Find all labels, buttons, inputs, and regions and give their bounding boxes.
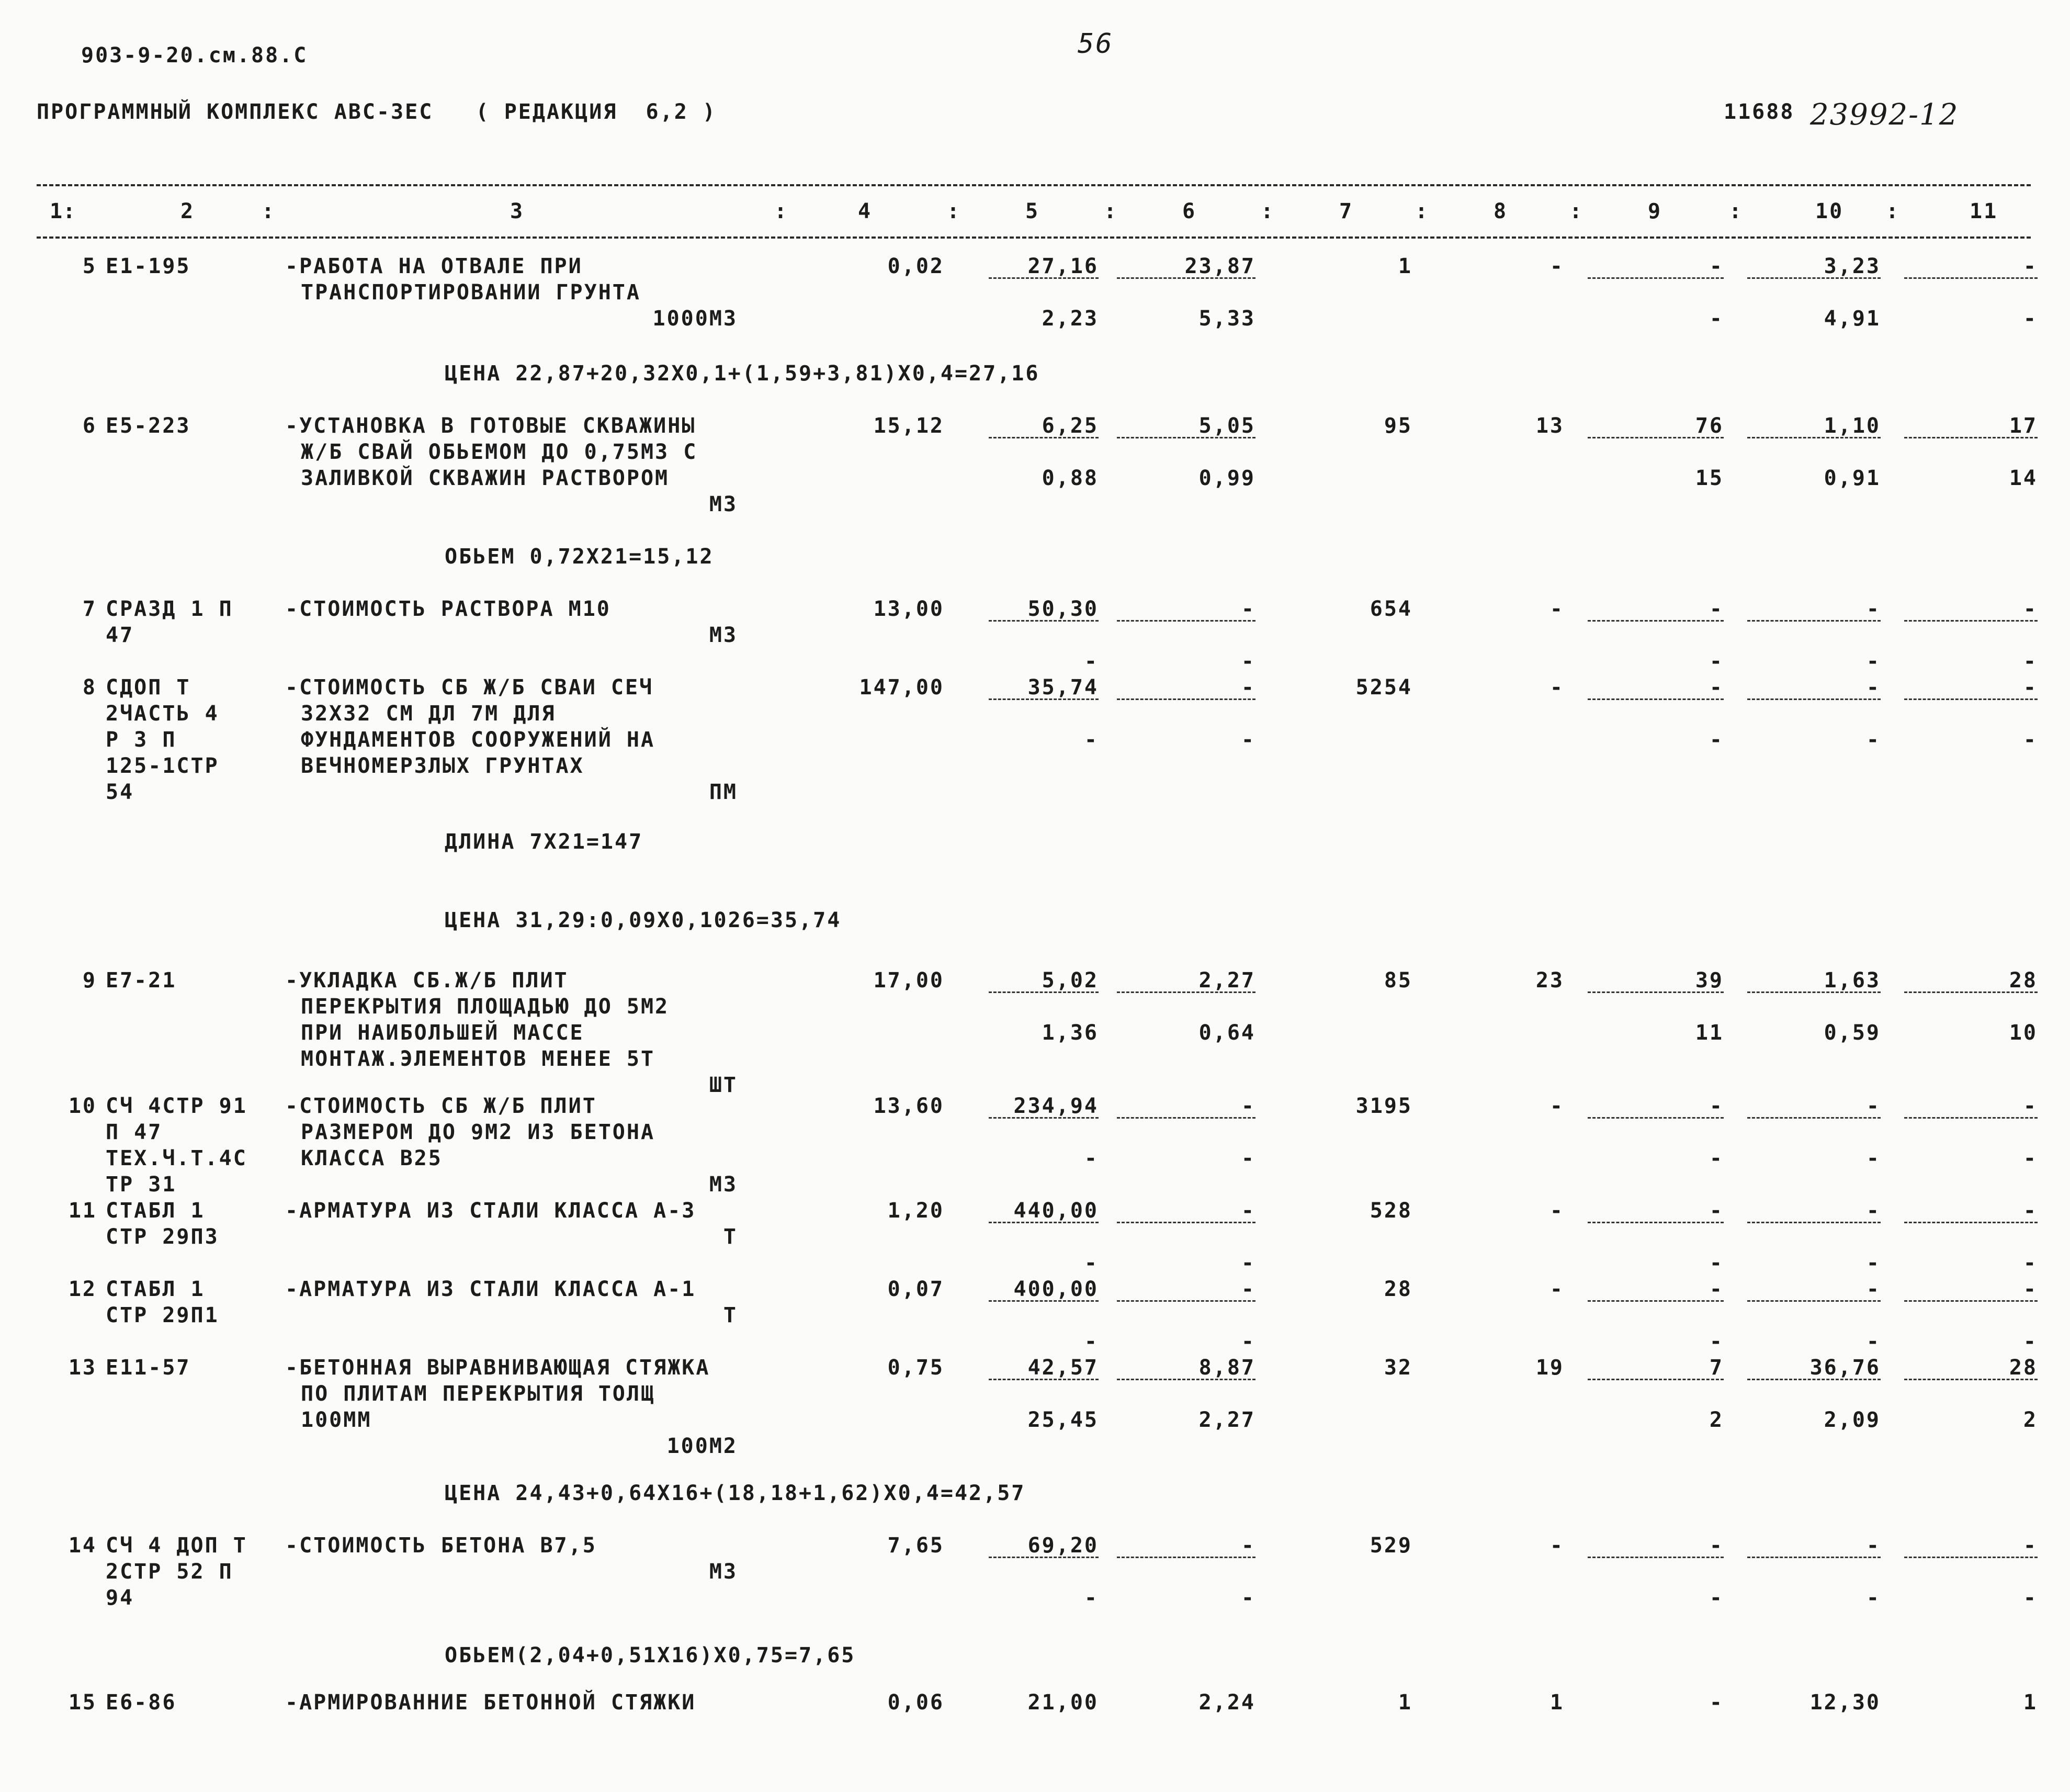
quantity: 15,12: [873, 414, 944, 438]
subtotal-rule: [1588, 1379, 1724, 1380]
subtotal-rule: [989, 437, 1099, 438]
unit-machine-wage: 2,27: [1198, 1408, 1255, 1432]
labor-unit: 12,30: [1809, 1690, 1881, 1715]
labor-machine-unit: -: [1866, 1329, 1881, 1354]
machine-cost: -: [1709, 1277, 1724, 1301]
row-number: 8: [82, 675, 97, 700]
column-number: 5: [1025, 199, 1040, 223]
subtotal-rule: [989, 1379, 1099, 1380]
subtotal-rule: [1747, 277, 1881, 279]
rate-code: Е5-223: [106, 414, 191, 438]
unit-wage: -: [1084, 1329, 1099, 1354]
machine-cost: -: [1709, 1690, 1724, 1715]
calculation-note: ОБЬЕМ 0,72Х21=15,12: [445, 545, 714, 569]
labor-machine-total: -: [2023, 307, 2038, 331]
unit-cost-total: 400,00: [1013, 1277, 1099, 1301]
column-separator: :: [1729, 199, 1744, 223]
unit: М3: [709, 492, 738, 516]
rate-code: 54: [106, 780, 134, 804]
column-number: 2: [180, 199, 195, 223]
wage-cost: 13: [1535, 414, 1564, 438]
unit-cost-total: 69,20: [1027, 1534, 1099, 1558]
work-description: 32Х32 СМ ДЛ 7М ДЛЯ: [301, 702, 556, 726]
work-description: -СТОИМОСТЬ СБ Ж/Б ПЛИТ: [285, 1094, 597, 1118]
unit-machine-wage: -: [1241, 1329, 1255, 1354]
labor-machine-unit: -: [1866, 728, 1881, 752]
quantity: 7,65: [887, 1534, 944, 1558]
wage-cost: -: [1549, 1199, 1564, 1223]
unit: М3: [709, 1173, 738, 1197]
work-description: -УКЛАДКА СБ.Ж/Б ПЛИТ: [285, 968, 569, 993]
labor-machine-unit: -: [1866, 1586, 1881, 1610]
labor-machine-unit: 4,91: [1824, 307, 1881, 331]
column-separator: :: [1261, 199, 1275, 223]
column-number: 3: [510, 199, 525, 223]
row-number: 6: [82, 414, 97, 438]
unit-cost-total: 21,00: [1027, 1690, 1099, 1715]
subtotal-rule: [1904, 277, 2038, 279]
wage-cost: -: [1549, 597, 1564, 621]
column-separator: :: [1104, 199, 1118, 223]
column-separator: :: [1569, 199, 1584, 223]
subtotal-rule: [989, 277, 1099, 279]
labor-unit: 1,63: [1824, 968, 1881, 993]
subtotal-rule: [989, 698, 1099, 700]
column-number: 8: [1494, 199, 1508, 223]
unit: 100М2: [666, 1434, 738, 1458]
unit-wage: 25,45: [1027, 1408, 1099, 1432]
calculation-note: ОБЬЕМ(2,04+0,51Х16)Х0,75=7,65: [445, 1643, 856, 1667]
quantity: 13,00: [873, 597, 944, 621]
row-number: 10: [68, 1094, 97, 1118]
unit-cost-total: 50,30: [1027, 597, 1099, 621]
labor-total: -: [2023, 675, 2038, 700]
unit-cost-total: 234,94: [1013, 1094, 1099, 1118]
machine-cost: 39: [1695, 968, 1724, 993]
rate-code: Е6-86: [106, 1690, 177, 1715]
rate-code: СТР 29П3: [106, 1225, 219, 1249]
rate-code: 94: [106, 1586, 134, 1610]
labor-machine-total: -: [2023, 728, 2038, 752]
wage-cost: -: [1549, 1534, 1564, 1558]
work-description: -СТОИМОСТЬ РАСТВОРА М10: [285, 597, 611, 621]
unit-cost-machine: 8,87: [1198, 1356, 1255, 1380]
subtotal-rule: [1117, 1557, 1255, 1558]
labor-machine-unit: 0,91: [1824, 466, 1881, 490]
unit-wage: -: [1084, 1586, 1099, 1610]
unit-machine-wage: 0,64: [1198, 1021, 1255, 1045]
unit-machine-wage: -: [1241, 728, 1255, 752]
column-number: 4: [858, 199, 873, 223]
subtotal-rule: [1747, 1379, 1881, 1380]
unit-cost-total: 6,25: [1042, 414, 1099, 438]
subtotal-rule: [1904, 991, 2038, 993]
total-cost: 85: [1384, 968, 1412, 993]
subtotal-rule: [1904, 1300, 2038, 1302]
unit-cost-machine: -: [1241, 1094, 1255, 1118]
labor-machine-total: -: [2023, 1586, 2038, 1610]
labor-unit: -: [1866, 675, 1881, 700]
labor-machine-unit: -: [1866, 1146, 1881, 1170]
wage-cost: -: [1549, 1277, 1564, 1301]
work-description: -АРМАТУРА ИЗ СТАЛИ КЛАССА А-1: [285, 1277, 696, 1301]
column-separator: :: [262, 199, 276, 223]
labor-machine-unit: 2,09: [1824, 1408, 1881, 1432]
total-cost: 5254: [1355, 675, 1412, 700]
unit-cost-machine: 2,27: [1198, 968, 1255, 993]
work-description: ФУНДАМЕНТОВ СООРУЖЕНИЙ НА: [301, 728, 655, 752]
total-cost: 28: [1384, 1277, 1412, 1301]
unit-wage: 0,88: [1042, 466, 1099, 490]
subtotal-rule: [989, 1557, 1099, 1558]
subtotal-rule: [1904, 1557, 2038, 1558]
machine-cost: -: [1709, 1199, 1724, 1223]
unit-cost-total: 27,16: [1027, 254, 1099, 278]
work-description: МОНТАЖ.ЭЛЕМЕНТОВ МЕНЕЕ 5Т: [301, 1047, 655, 1071]
row-number: 15: [68, 1690, 97, 1715]
calculation-note: ЦЕНА 24,43+0,64Х16+(18,18+1,62)Х0,4=42,57: [445, 1481, 1026, 1505]
unit-machine-wage: 0,99: [1198, 466, 1255, 490]
subtotal-rule: [1588, 1117, 1724, 1119]
quantity: 0,07: [887, 1277, 944, 1301]
subtotal-rule: [1117, 1379, 1255, 1380]
machine-cost: -: [1709, 1094, 1724, 1118]
total-cost: 32: [1384, 1356, 1412, 1380]
machine-wage: 15: [1695, 466, 1724, 490]
wage-cost: -: [1549, 675, 1564, 700]
unit-cost-machine: 2,24: [1198, 1690, 1255, 1715]
labor-unit: 3,23: [1824, 254, 1881, 278]
rate-code: СЧ 4СТР 91: [106, 1094, 247, 1118]
calculation-note: ЦЕНА 31,29:0,09Х0,1026=35,74: [445, 908, 842, 932]
rate-code: Е1-195: [106, 254, 191, 278]
row-number: 11: [68, 1199, 97, 1223]
unit-wage: 2,23: [1042, 307, 1099, 331]
labor-machine-unit: 0,59: [1824, 1021, 1881, 1045]
work-description: -АРМАТУРА ИЗ СТАЛИ КЛАССА А-3: [285, 1199, 696, 1223]
machine-cost: 76: [1695, 414, 1724, 438]
subtotal-rule: [1588, 620, 1724, 622]
unit-cost-total: 42,57: [1027, 1356, 1099, 1380]
work-description: ПЕРЕКРЫТИЯ ПЛОЩАДЬЮ ДО 5М2: [301, 995, 670, 1019]
subtotal-rule: [989, 1300, 1099, 1302]
total-cost: 529: [1370, 1534, 1412, 1558]
work-description: -СТОИМОСТЬ СБ Ж/Б СВАИ СЕЧ: [285, 675, 654, 700]
labor-total: -: [2023, 1094, 2038, 1118]
subtotal-rule: [1904, 1379, 2038, 1380]
work-description: ТРАНСПОРТИРОВАНИИ ГРУНТА: [301, 280, 641, 305]
labor-total: -: [2023, 1277, 2038, 1301]
machine-wage: -: [1709, 1146, 1724, 1170]
subtotal-rule: [1117, 437, 1255, 438]
work-description: -УСТАНОВКА В ГОТОВЫЕ СКВАЖИНЫ: [285, 414, 696, 438]
column-separator: :: [774, 199, 789, 223]
total-cost: 3195: [1355, 1094, 1412, 1118]
unit-machine-wage: -: [1241, 1586, 1255, 1610]
row-number: 13: [68, 1356, 97, 1380]
labor-unit: -: [1866, 597, 1881, 621]
subtotal-rule: [1588, 698, 1724, 700]
quantity: 0,75: [887, 1356, 944, 1380]
subtotal-rule: [989, 620, 1099, 622]
machine-wage: -: [1709, 649, 1724, 673]
labor-total: 28: [2009, 968, 2038, 993]
work-description: РАЗМЕРОМ ДО 9М2 ИЗ БЕТОНА: [301, 1120, 655, 1144]
document-code: 903-9-20.см.88.С: [81, 43, 308, 67]
column-separator: :: [63, 199, 77, 223]
unit: Т: [723, 1303, 738, 1327]
unit-machine-wage: -: [1241, 1146, 1255, 1170]
quantity: 17,00: [873, 968, 944, 993]
subtotal-rule: [1588, 991, 1724, 993]
quantity: 0,02: [887, 254, 944, 278]
calculation-note: ДЛИНА 7Х21=147: [445, 830, 643, 854]
labor-unit: -: [1866, 1534, 1881, 1558]
work-description: -РАБОТА НА ОТВАЛЕ ПРИ: [285, 254, 583, 278]
work-description: -АРМИРОВАННИЕ БЕТОННОЙ СТЯЖКИ: [285, 1690, 696, 1715]
work-description: -БЕТОННАЯ ВЫРАВНИВАЮЩАЯ СТЯЖКА: [285, 1356, 710, 1380]
unit-cost-total: 440,00: [1013, 1199, 1099, 1223]
rate-code: Р 3 П: [106, 728, 177, 752]
column-number: 10: [1815, 199, 1844, 223]
subtotal-rule: [1747, 620, 1881, 622]
unit-wage: -: [1084, 649, 1099, 673]
machine-wage: -: [1709, 1586, 1724, 1610]
machine-wage: -: [1709, 1329, 1724, 1354]
unit-wage: -: [1084, 1251, 1099, 1275]
machine-cost: -: [1709, 1534, 1724, 1558]
machine-cost: -: [1709, 597, 1724, 621]
column-number: 1: [50, 199, 64, 223]
row-number: 12: [68, 1277, 97, 1301]
labor-machine-total: -: [2023, 1146, 2038, 1170]
column-number: 9: [1648, 199, 1662, 223]
work-description: ПРИ НАИБОЛЬШЕЙ МАССЕ: [301, 1021, 584, 1045]
rate-code: СТАБЛ 1: [106, 1277, 205, 1301]
subtotal-rule: [989, 991, 1099, 993]
machine-cost: 7: [1709, 1356, 1724, 1380]
unit-cost-machine: -: [1241, 1199, 1255, 1223]
total-cost: 1: [1398, 1690, 1412, 1715]
quantity: 147,00: [859, 675, 944, 700]
rate-code: 47: [106, 623, 134, 647]
labor-total: 1: [2023, 1690, 2038, 1715]
subtotal-rule: [1747, 1117, 1881, 1119]
labor-total: -: [2023, 597, 2038, 621]
machine-cost: -: [1709, 675, 1724, 700]
calculation-note: ЦЕНА 22,87+20,32Х0,1+(1,59+3,81)Х0,4=27,16: [445, 362, 1040, 386]
header-top-rule: [37, 184, 2031, 186]
labor-machine-total: 10: [2009, 1021, 2038, 1045]
wage-cost: -: [1549, 1094, 1564, 1118]
subtotal-rule: [1117, 620, 1255, 622]
subtotal-rule: [1588, 1222, 1724, 1223]
unit-cost-machine: -: [1241, 1277, 1255, 1301]
labor-machine-total: -: [2023, 1251, 2038, 1275]
subtotal-rule: [1904, 437, 2038, 438]
total-cost: 95: [1384, 414, 1412, 438]
subtotal-rule: [1747, 698, 1881, 700]
column-separator: :: [947, 199, 962, 223]
subtotal-rule: [1747, 1300, 1881, 1302]
column-separator: :: [1886, 199, 1901, 223]
work-description: КЛАССА В25: [301, 1146, 443, 1170]
subtotal-rule: [1747, 1557, 1881, 1558]
subtotal-rule: [1747, 437, 1881, 438]
labor-unit: 36,76: [1809, 1356, 1881, 1380]
column-number: 11: [1970, 199, 1998, 223]
labor-unit: -: [1866, 1199, 1881, 1223]
unit-wage: -: [1084, 1146, 1099, 1170]
rate-code: Е11-57: [106, 1356, 191, 1380]
total-cost: 654: [1370, 597, 1412, 621]
machine-wage: -: [1709, 307, 1724, 331]
unit: ПМ: [709, 780, 738, 804]
unit-cost-machine: -: [1241, 675, 1255, 700]
subtotal-rule: [1117, 1300, 1255, 1302]
quantity: 0,06: [887, 1690, 944, 1715]
subtotal-rule: [1904, 1222, 2038, 1223]
labor-unit: 1,10: [1824, 414, 1881, 438]
subtotal-rule: [1904, 620, 2038, 622]
total-cost: 1: [1398, 254, 1412, 278]
subtotal-rule: [1747, 991, 1881, 993]
rate-code: СРАЗД 1 П: [106, 597, 233, 621]
labor-machine-total: -: [2023, 649, 2038, 673]
rate-code: СТАБЛ 1: [106, 1199, 205, 1223]
rate-code: ТЕХ.Ч.Т.4С: [106, 1146, 247, 1170]
unit-machine-wage: -: [1241, 1251, 1255, 1275]
column-number: 7: [1339, 199, 1354, 223]
rate-code: Е7-21: [106, 968, 177, 993]
rate-code: 125-1СТР: [106, 754, 219, 778]
page-number: 56: [1078, 28, 1114, 60]
unit-cost-total: 5,02: [1042, 968, 1099, 993]
work-description: ЗАЛИВКОЙ СКВАЖИН РАСТВОРОМ: [301, 466, 670, 490]
work-description: 100ММ: [301, 1408, 372, 1432]
unit-cost-machine: -: [1241, 597, 1255, 621]
subtotal-rule: [1588, 277, 1724, 279]
rate-code: П 47: [106, 1120, 163, 1144]
work-description: -СТОИМОСТЬ БЕТОНА В7,5: [285, 1534, 597, 1558]
program-title: ПРОГРАММНЫЙ КОМПЛЕКС АВС-ЗЕС ( РЕДАКЦИЯ 6,2 ): [37, 100, 717, 124]
row-number: 9: [82, 968, 97, 993]
unit: Т: [723, 1225, 738, 1249]
labor-unit: -: [1866, 1277, 1881, 1301]
unit-cost-machine: 23,87: [1184, 254, 1255, 278]
subtotal-rule: [1117, 1117, 1255, 1119]
subtotal-rule: [1117, 991, 1255, 993]
subtotal-rule: [1117, 698, 1255, 700]
rate-code: СТР 29П1: [106, 1303, 219, 1327]
rate-code: 2СТР 52 П: [106, 1560, 233, 1584]
rate-code: 2ЧАСТЬ 4: [106, 702, 219, 726]
rate-code: ТР 31: [106, 1173, 177, 1197]
subtotal-rule: [1117, 1222, 1255, 1223]
unit-cost-machine: 5,05: [1198, 414, 1255, 438]
row-number: 5: [82, 254, 97, 278]
unit-wage: 1,36: [1042, 1021, 1099, 1045]
machine-wage: 11: [1695, 1021, 1724, 1045]
subtotal-rule: [1904, 1117, 2038, 1119]
unit: М3: [709, 623, 738, 647]
machine-wage: -: [1709, 1251, 1724, 1275]
unit-machine-wage: 5,33: [1198, 307, 1255, 331]
labor-total: 17: [2009, 414, 2038, 438]
subtotal-rule: [989, 1117, 1099, 1119]
labor-unit: -: [1866, 1094, 1881, 1118]
wage-cost: 1: [1549, 1690, 1564, 1715]
unit-wage: -: [1084, 728, 1099, 752]
row-number: 14: [68, 1534, 97, 1558]
row-number: 7: [82, 597, 97, 621]
machine-wage: -: [1709, 728, 1724, 752]
work-description: ВЕЧНОМЕРЗЛЫХ ГРУНТАХ: [301, 754, 584, 778]
labor-total: -: [2023, 1534, 2038, 1558]
wage-cost: 23: [1535, 968, 1564, 993]
labor-machine-unit: -: [1866, 649, 1881, 673]
labor-machine-total: 14: [2009, 466, 2038, 490]
column-number: 6: [1182, 199, 1197, 223]
subtotal-rule: [989, 1222, 1099, 1223]
labor-total: 28: [2009, 1356, 2038, 1380]
unit: 1000М3: [652, 307, 738, 331]
labor-total: -: [2023, 1199, 2038, 1223]
labor-total: -: [2023, 254, 2038, 278]
labor-machine-total: -: [2023, 1329, 2038, 1354]
quantity: 1,20: [887, 1199, 944, 1223]
quantity: 13,60: [873, 1094, 944, 1118]
document-number: 11688: [1724, 100, 1795, 124]
subtotal-rule: [1588, 1557, 1724, 1558]
wage-cost: 19: [1535, 1356, 1564, 1380]
unit: М3: [709, 1560, 738, 1584]
labor-machine-total: 2: [2023, 1408, 2038, 1432]
machine-cost: -: [1709, 254, 1724, 278]
work-description: Ж/Б СВАЙ ОБЬЕМОМ ДО 0,75М3 С: [301, 440, 698, 464]
labor-machine-unit: -: [1866, 1251, 1881, 1275]
subtotal-rule: [1747, 1222, 1881, 1223]
subtotal-rule: [1117, 277, 1255, 279]
wage-cost: -: [1549, 254, 1564, 278]
total-cost: 528: [1370, 1199, 1412, 1223]
subtotal-rule: [1588, 1300, 1724, 1302]
column-separator: :: [1415, 199, 1430, 223]
subtotal-rule: [1588, 437, 1724, 438]
unit-cost-total: 35,74: [1027, 675, 1099, 700]
unit-cost-machine: -: [1241, 1534, 1255, 1558]
unit: ШТ: [709, 1073, 738, 1097]
machine-wage: 2: [1709, 1408, 1724, 1432]
subtotal-rule: [1904, 698, 2038, 700]
unit-machine-wage: -: [1241, 649, 1255, 673]
rate-code: СЧ 4 ДОП Т: [106, 1534, 247, 1558]
header-bottom-rule: [37, 236, 2031, 239]
work-description: ПО ПЛИТАМ ПЕРЕКРЫТИЯ ТОЛЩ: [301, 1382, 655, 1406]
handwritten-number: 23992-12: [1810, 98, 1959, 132]
rate-code: СДОП Т: [106, 675, 191, 700]
